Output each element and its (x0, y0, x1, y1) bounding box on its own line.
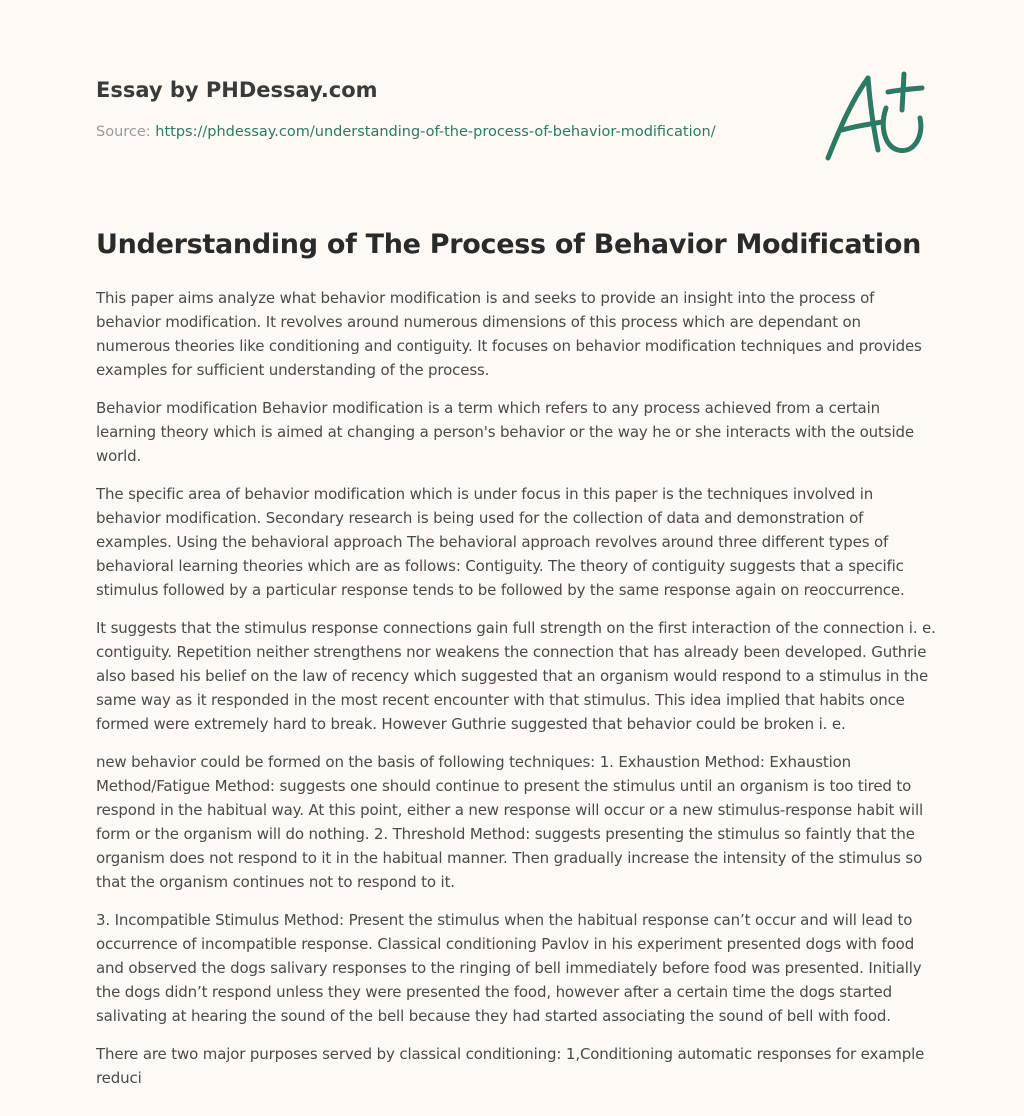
a-plus-grade-logo-icon (818, 64, 934, 168)
site-brand: Essay by PHDessay.com (96, 78, 378, 102)
paragraph: new behavior could be formed on the basis of following techniques: 1. Exhaustion Method: Exhaustion Method/Fatigue Method: suggests one should continue to present the stimulus until an organism is too tired to respond in the habitual way. At this point, either a new response will occur or a new stimulus-response habit will form or the organism will do nothing. 2. Threshold Method: suggests presenting the stimulus so faintly that the organism does not respond to it in the habitual manner. Then gradually increase the intensity of the stimulus so that the organism continues not to respond to it. (96, 753, 923, 891)
source-line (96, 122, 796, 142)
paragraph: 3. Incompatible Stimulus Method: Present the stimulus when the habitual response can’t occur and will lead to occurrence of incompatible response. Classical conditioning Pavlov in his experiment presented dogs with food and observed the dogs salivary responses to the ringing of bell immediately before food was presented. Initially the dogs didn’t respond unless they were presented the food, however after a certain time the dogs started salivating at hearing the sound of the bell because they had started associating the sound of bell with food. (96, 911, 922, 1025)
source-link[interactable]: https://phdessay.com/understanding-of-the-process-of-behavior-modification/ (155, 124, 716, 140)
paragraph: There are two major purposes served by classical conditioning: 1,Conditioning automatic responses for example reduci (96, 1045, 925, 1087)
paragraph: Behavior modification Behavior modification is a term which refers to any process achieved from a certain learning theory which is aimed at changing a person's behavior or the way he or she interacts with the outside world. (96, 399, 914, 465)
article (96, 226, 936, 1104)
paragraph: It suggests that the stimulus response connections gain full strength on the first interaction of the connection i. e. contiguity. Repetition neither strengthens nor weakens the connection that has already been developed. Guthrie also based his belief on the law of recency which suggested that an organism would respond to a stimulus in the same way as it responded in the most recent encounter with that stimulus. This idea implied that habits once formed were extremely hard to break. However Guthrie suggested that behavior could be broken i. e. (96, 619, 936, 733)
article-title: Understanding of The Process of Behavior Modification (96, 229, 922, 260)
page-header (96, 74, 796, 142)
source-label: Source: (96, 124, 151, 140)
paragraph: The specific area of behavior modification which is under focus in this paper is the techniques involved in behavior modification. Secondary research is being used for the collection of data and demonstration of examples. Using the behavioral approach The behavioral approach revolves around three different types of behavioral learning theories which are as follows: Contiguity. The theory of contiguity suggests that a specific stimulus followed by a particular response tends to be followed by the same response again on reoccurrence. (96, 485, 905, 599)
paragraph: This paper aims analyze what behavior modification is and seeks to provide an insight into the process of behavior modification. It revolves around numerous dimensions of this process which are dependant on numerous theories like conditioning and contiguity. It focuses on behavior modification techniques and provides examples for sufficient understanding of the process. (96, 289, 922, 379)
